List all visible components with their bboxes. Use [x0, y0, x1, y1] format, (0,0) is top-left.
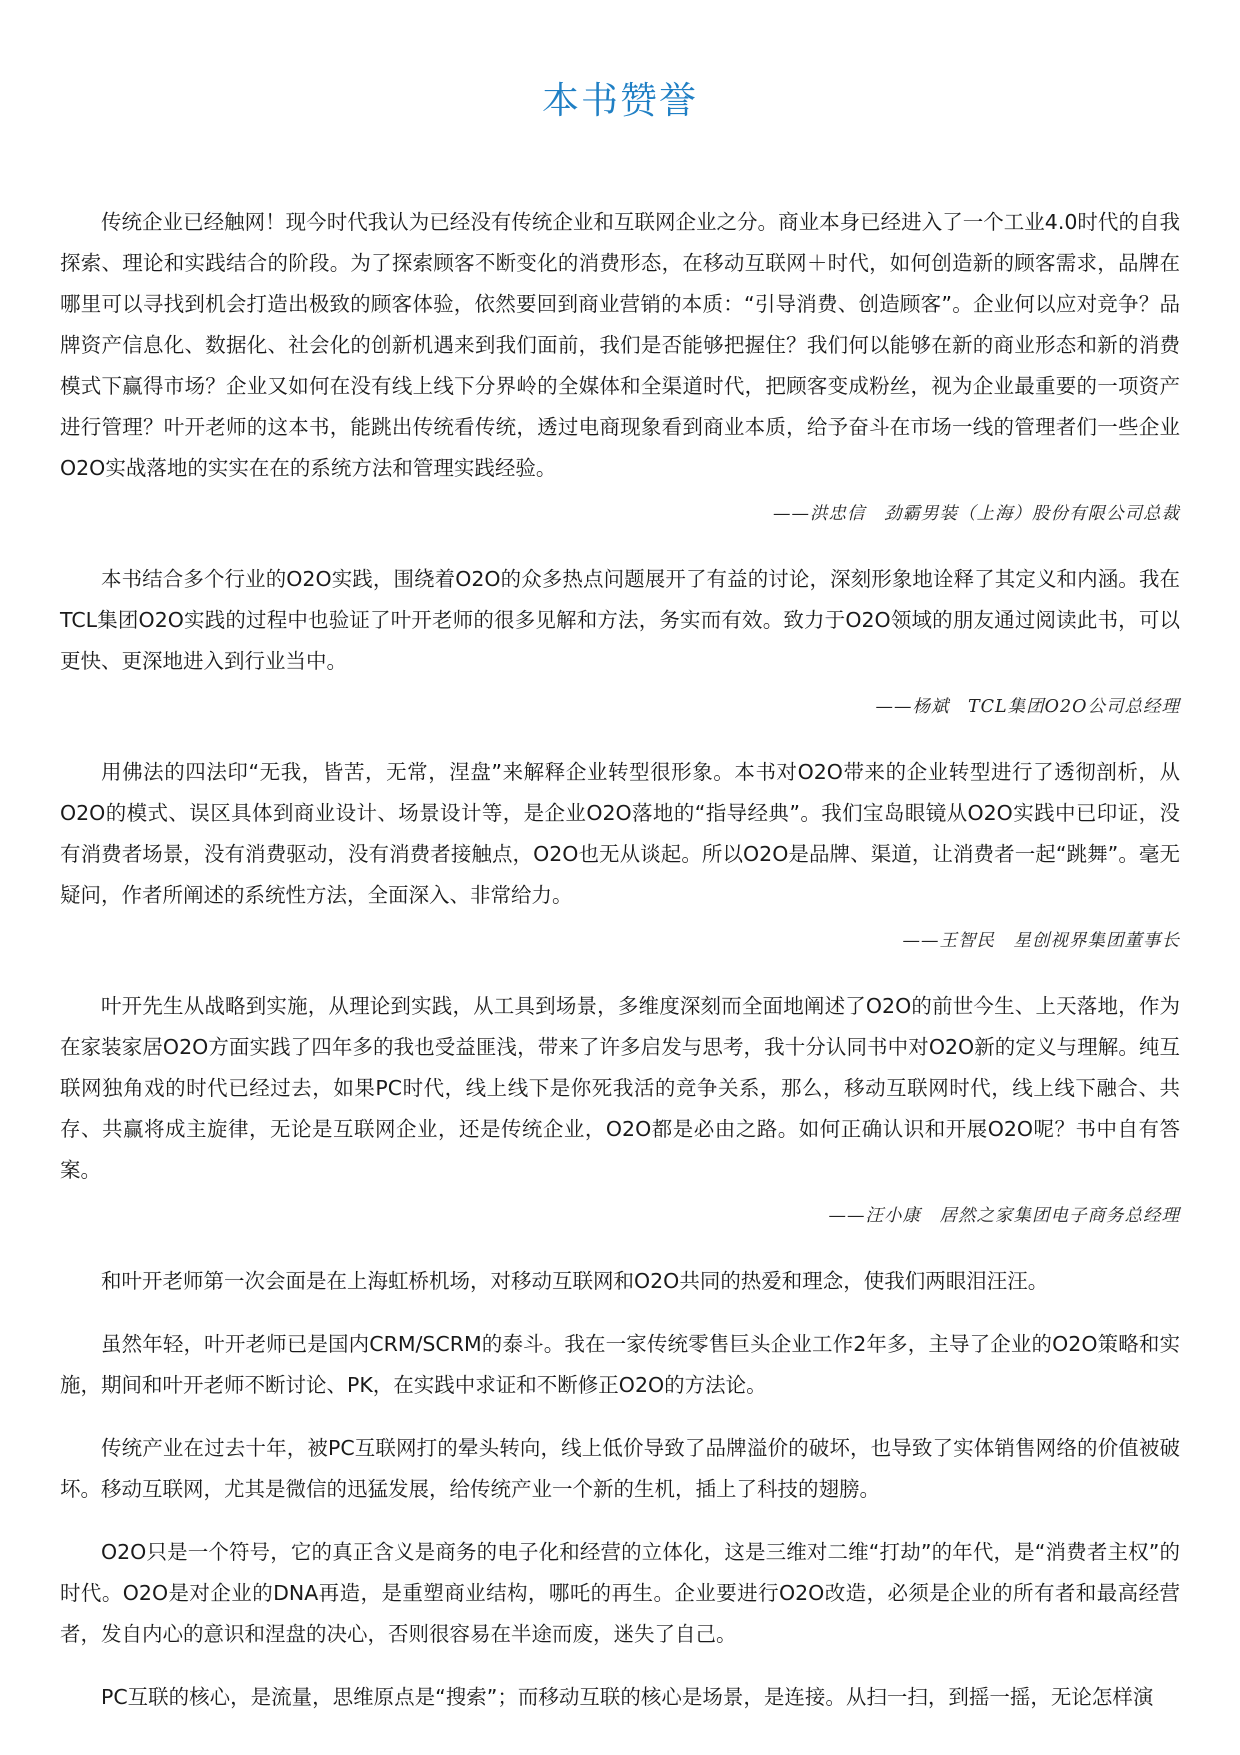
endorsement-paragraph: 用佛法的四法印“无我，皆苦，无常，涅盘”来解释企业转型很形象。本书对O2O带来的企业转型进行了透彻剖析，从O2O的模式、误区具体到商业设计、场景设计等，是企业O2O落地的“指导经典”。我们宝岛眼镜从O2O实践中已印证，没有消费者场景，没有消费驱动，没有消费者接触点，O2O也无从谈起。所以O2O是品牌、渠道，让消费者一起“跳舞”。毫无疑问，作者所阐述的系统性方法，全面深入、非常给力。	[60, 760, 1180, 907]
closing-paragraph: 虽然年轻，叶开老师已是国内CRM/SCRM的泰斗。我在一家传统零售巨头企业工作2年多，主导了企业的O2O策略和实施，期间和叶开老师不断讨论、PK，在实践中求证和不断修正O2O的方法论。	[60, 1332, 1180, 1397]
endorsement-signature: ——汪小康 居然之家集团电子商务总经理	[828, 1206, 1180, 1226]
endorsement-signature: ——王智民 星创视界集团董事长	[902, 931, 1180, 951]
endorsements-body	[60, 202, 1180, 1718]
endorsement-paragraph: 本书结合多个行业的O2O实践，围绕着O2O的众多热点问题展开了有益的讨论，深刻形象地诠释了其定义和内涵。我在TCL集团O2O实践的过程中也验证了叶开老师的很多见解和方法，务实而有效。致力于O2O领域的朋友通过阅读此书，可以更快、更深地进入到行业当中。	[60, 567, 1180, 673]
closing-paragraph: 和叶开老师第一次会面是在上海虹桥机场，对移动互联网和O2O共同的热爱和理念，使我们两眼泪汪汪。	[101, 1269, 1049, 1293]
closing-paragraph: 传统产业在过去十年，被PC互联网打的晕头转向，线上低价导致了品牌溢价的破坏，也导致了实体销售网络的价值被破坏。移动互联网，尤其是微信的迅猛发展，给传统产业一个新的生机，插上了科技的翅膀。	[60, 1436, 1180, 1501]
page-title: 本书赞誉	[542, 79, 698, 122]
closing-paragraph: O2O只是一个符号，它的真正含义是商务的电子化和经营的立体化，这是三维对二维“打劫”的年代，是“消费者主权”的时代。O2O是对企业的DNA再造，是重塑商业结构，哪吒的再生。企业要进行O2O改造，必须是企业的所有者和最高经营者，发自内心的意识和涅盘的决心，否则很容易在半途而废，迷失了自己。	[60, 1540, 1180, 1646]
endorsement-paragraph: 叶开先生从战略到实施，从理论到实践，从工具到场景，多维度深刻而全面地阐述了O2O的前世今生、上天落地，作为在家装家居O2O方面实践了四年多的我也受益匪浅，带来了许多启发与思考，我十分认同书中对O2O新的定义与理解。纯互联网独角戏的时代已经过去，如果PC时代，线上线下是你死我活的竞争关系，那么，移动互联网时代，线上线下融合、共存、共赢将成主旋律，无论是互联网企业，还是传统企业，O2O都是必由之路。如何正确认识和开展O2O呢？书中自有答案。	[60, 994, 1180, 1182]
endorsement-paragraph: 传统企业已经触网！现今时代我认为已经没有传统企业和互联网企业之分。商业本身已经进入了一个工业4.0时代的自我探索、理论和实践结合的阶段。为了探索顾客不断变化的消费形态，在移动互联网＋时代，如何创造新的顾客需求，品牌在哪里可以寻找到机会打造出极致的顾客体验，依然要回到商业营销的本质：“引导消费、创造顾客”。企业何以应对竞争？品牌资产信息化、数据化、社会化的创新机遇来到我们面前，我们是否能够把握住？我们何以能够在新的商业形态和新的消费模式下赢得市场？企业又如何在没有线上线下分界岭的全媒体和全渠道时代，把顾客变成粉丝，视为企业最重要的一项资产进行管理？叶开老师的这本书，能跳出传统看传统，透过电商现象看到商业本质，给予奋斗在市场一线的管理者们一些企业O2O实战落地的实实在在的系统方法和管理实践经验。	[60, 210, 1180, 480]
endorsement-signature: ——洪忠信 劲霸男装（上海）股份有限公司总裁	[773, 504, 1180, 524]
endorsement-signature: ——杨斌 TCL集团O2O公司总经理	[875, 697, 1180, 717]
closing-paragraph: PC互联的核心，是流量，思维原点是“搜索”；而移动互联的核心是场景，是连接。从扫一扫，到摇一摇，无论怎样演	[101, 1685, 1154, 1709]
